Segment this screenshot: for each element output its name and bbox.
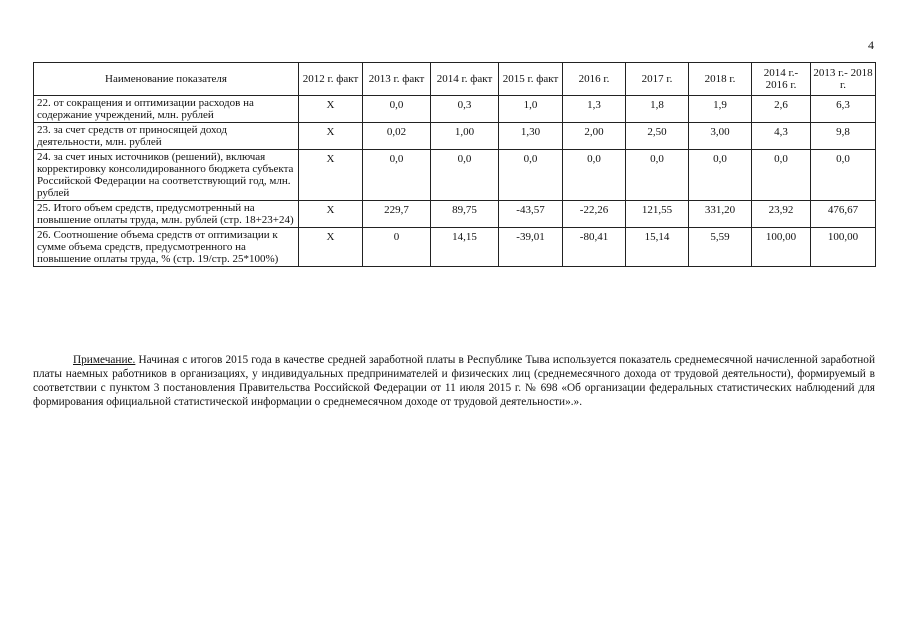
header-cell: 2013 г. факт [363,63,431,96]
value-cell: 100,00 [752,228,811,267]
header-cell: 2016 г. [563,63,626,96]
header-cell: 2014 г.- 2016 г. [752,63,811,96]
value-cell: 6,3 [811,96,876,123]
header-cell: Наименование показателя [34,63,299,96]
page-number: 4 [868,38,874,52]
value-cell: Х [299,201,363,228]
value-cell: 5,59 [689,228,752,267]
row-name-cell: 26. Соотношение объема средств от оптимизации к сумме объема средств, предусмотренного на повышение оплаты труда, % (стр. 19/стр. 25*100%) [34,228,299,267]
value-cell: 1,00 [431,123,499,150]
value-cell: 0,0 [363,150,431,201]
value-cell: 0,0 [811,150,876,201]
value-cell: 2,00 [563,123,626,150]
value-cell: 0,0 [752,150,811,201]
value-cell: Х [299,123,363,150]
value-cell: -43,57 [499,201,563,228]
value-cell: 0,3 [431,96,499,123]
value-cell: 0,0 [431,150,499,201]
value-cell: 1,3 [563,96,626,123]
value-cell: 0,0 [563,150,626,201]
row-name-cell: 23. за счет средств от приносящей доход деятельности, млн. рублей [34,123,299,150]
value-cell: 100,00 [811,228,876,267]
value-cell: 331,20 [689,201,752,228]
table-row [34,123,876,150]
header-cell: 2012 г. факт [299,63,363,96]
value-cell: 1,0 [499,96,563,123]
footnote [33,353,875,409]
header-cell: 2015 г. факт [499,63,563,96]
value-cell: 1,9 [689,96,752,123]
value-cell: -80,41 [563,228,626,267]
value-cell: 229,7 [363,201,431,228]
footnote-text: Начиная с итогов 2015 года в качестве средней заработной платы в Республике Тыва используется показатель среднемесячной начисленной заработной платы наемных работников в организациях, у индивидуальных предпринимателей и физических лиц (среднемесячного дохода от трудовой деятельности), формируемый в соответствии с пунктом 3 постановления Правительства Российской Федерации от 11 июля 2015 г. № 698 «Об организации федеральных статистических наблюдений для формирования официальной статистической информации о среднемесячном доходе от трудовой деятельности».». [33,354,875,408]
table-row [34,150,876,201]
value-cell: 0,0 [626,150,689,201]
table-row [34,228,876,267]
value-cell: 1,30 [499,123,563,150]
table-row [34,96,876,123]
header-cell: 2013 г.- 2018 г. [811,63,876,96]
header-cell: 2014 г. факт [431,63,499,96]
value-cell: 0,0 [689,150,752,201]
value-cell: Х [299,228,363,267]
value-cell: 23,92 [752,201,811,228]
value-cell: 15,14 [626,228,689,267]
value-cell: 0 [363,228,431,267]
value-cell: 9,8 [811,123,876,150]
value-cell: Х [299,96,363,123]
value-cell: 14,15 [431,228,499,267]
table-header-row [34,63,876,96]
value-cell: Х [299,150,363,201]
value-cell: 0,0 [499,150,563,201]
value-cell: 476,67 [811,201,876,228]
table-row [34,201,876,228]
row-name-cell: 24. за счет иных источников (решений), включая корректировку консолидированного бюджета субъекта Российской Федерации на соответствующий год, млн. рублей [34,150,299,201]
row-name-cell: 25. Итого объем средств, предусмотренный на повышение оплаты труда, млн. рублей (стр. 18+23+24) [34,201,299,228]
value-cell: -39,01 [499,228,563,267]
value-cell: 4,3 [752,123,811,150]
value-cell: -22,26 [563,201,626,228]
header-cell: 2017 г. [626,63,689,96]
value-cell: 2,6 [752,96,811,123]
value-cell: 3,00 [689,123,752,150]
value-cell: 0,02 [363,123,431,150]
value-cell: 89,75 [431,201,499,228]
value-cell: 1,8 [626,96,689,123]
header-cell: 2018 г. [689,63,752,96]
row-name-cell: 22. от сокращения и оптимизации расходов на содержание учреждений, млн. рублей [34,96,299,123]
indicators-table [33,62,876,267]
value-cell: 0,0 [363,96,431,123]
footnote-label: Примечание. [73,354,136,366]
value-cell: 121,55 [626,201,689,228]
value-cell: 2,50 [626,123,689,150]
